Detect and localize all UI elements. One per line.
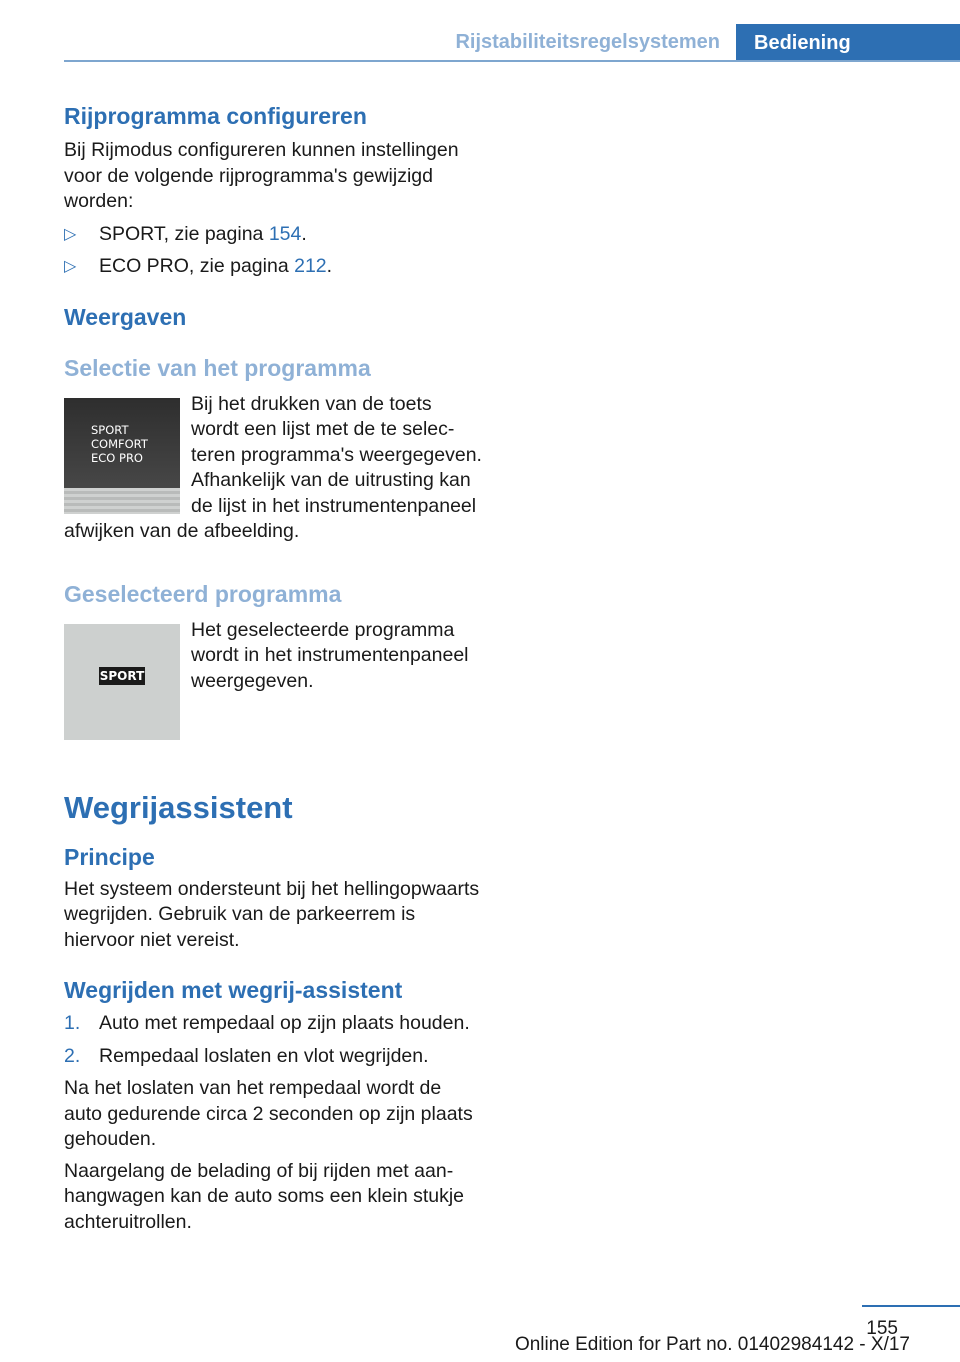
triangle-marker-icon: ▷	[64, 225, 77, 243]
program-list-display-image	[64, 398, 180, 514]
selectie-text: Bij het drukken van de toets wordt een lijst met de te selecteren programma's weergegeven. Afhankelijk van de uitrusting kan de lijst in het instrumentenpaneel afwijken van de afbeelding.	[64, 392, 482, 542]
subsection-title-principe: Principe	[64, 843, 155, 870]
page-number: 155	[866, 1318, 898, 1339]
section-title-wegrijassistent: Wegrijassistent	[64, 789, 293, 825]
header-divider	[64, 60, 960, 62]
sport-badge: SPORT	[99, 668, 145, 683]
principe-text: Het systeem ondersteunt bij het hellingopwaarts wegrijden. Gebruik van de parkeerrem is hiervoor niet vereist.	[64, 877, 480, 951]
selected-program-display-image	[64, 624, 180, 740]
section-intro: Bij Rijmodus configureren kunnen instellingen voor de volgende rijprogramma's gewijzigd worden:	[64, 139, 459, 212]
subsection-title-selectie: Selectie van het programma	[64, 354, 371, 381]
selectie-block	[64, 392, 484, 545]
page-link-212[interactable]: 212	[294, 255, 327, 277]
geselecteerd-block	[64, 618, 484, 740]
list-item: ▷ SPORT, zie pagina 154.	[64, 222, 484, 248]
steps-list	[64, 1011, 484, 1069]
section-title-rijprogramma: Rijprogramma configureren	[64, 103, 367, 129]
list-item: 1. Auto met rempedaal op zijn plaats houden.	[64, 1012, 470, 1034]
page-link-154[interactable]: 154	[268, 222, 302, 245]
header-chapter-tab: Bediening	[736, 24, 960, 62]
list-item: ▷ ECO PRO, zie pagina 212.	[64, 254, 484, 280]
list-item: 2. Rempedaal loslaten en vlot wegrijden.	[64, 1044, 429, 1067]
header-section-title: Rijstabiliteitsregelsystemen	[455, 31, 720, 53]
section-title-weergaven: Weergaven	[64, 303, 187, 330]
footer-edition: Online Edition for Part no. 01402984142 - X/17	[514, 1334, 910, 1355]
footer-divider	[862, 1305, 960, 1307]
subsection-title-geselecteerd: Geselecteerd programma	[64, 580, 342, 607]
load-paragraph: Naargelang de belading of bij rijden met aanhangwagen kan de auto soms een klein stukje achteruitrollen.	[64, 1159, 465, 1233]
subsection-title-wegrijden: Wegrijden met wegrij-assistent	[64, 977, 403, 1003]
triangle-marker-icon: ▷	[64, 258, 77, 275]
release-paragraph: Na het loslaten van het rempedaal wordt de auto gedurende circa 2 seconden op zijn plaats gehouden.	[64, 1077, 473, 1150]
display-program-items: SPORT COMFORT ECO PRO	[91, 422, 148, 465]
program-list	[64, 222, 484, 280]
display-bezel	[64, 488, 180, 514]
geselecteerd-text: Het geselecteerde programma wordt in het instrumentenpaneel weergegeven.	[191, 618, 469, 692]
content-column	[64, 100, 484, 1235]
